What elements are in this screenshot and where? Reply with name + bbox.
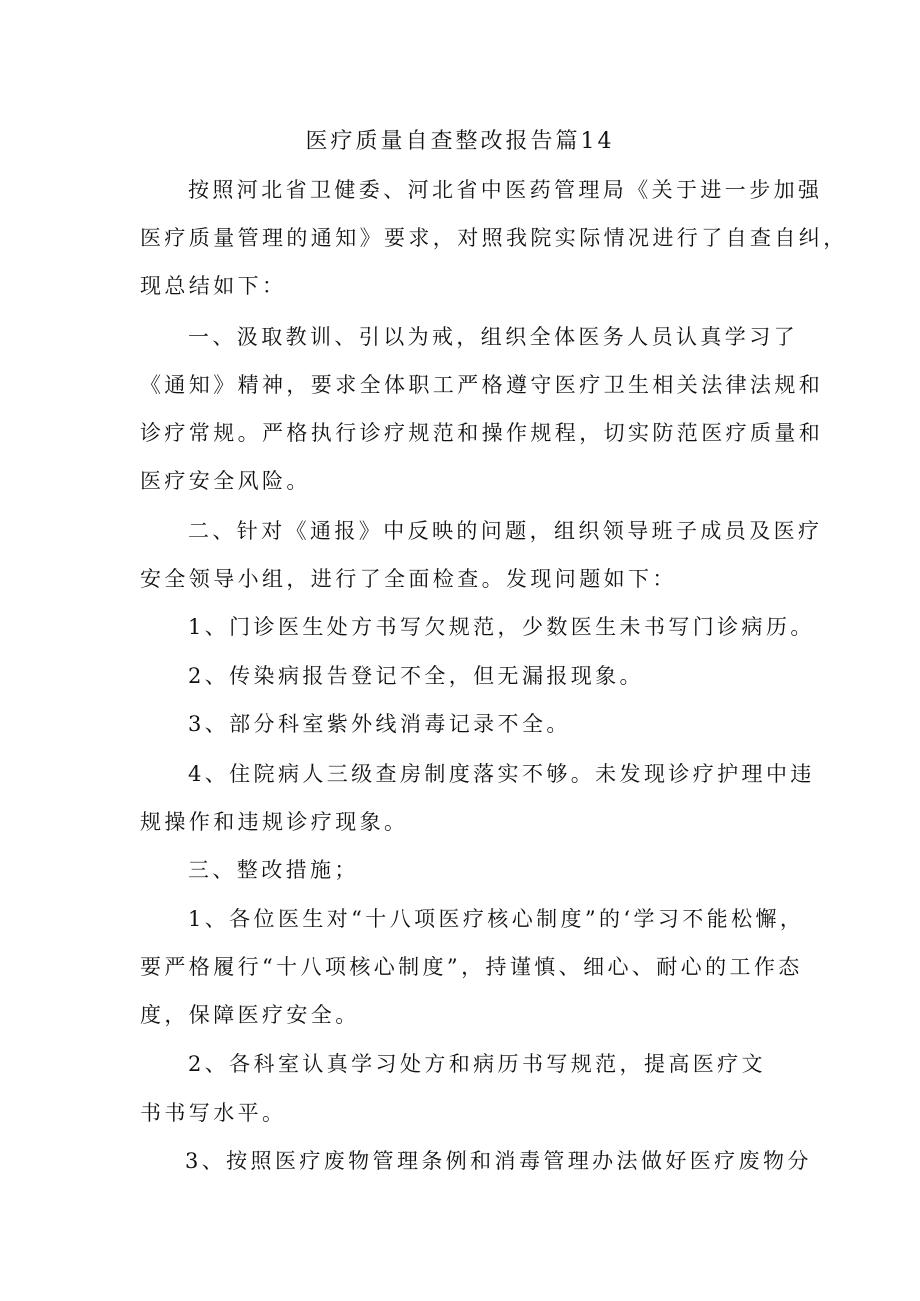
paragraph-line: 书书写水平。 [140,1101,287,1125]
paragraph-line: 二、针对《通报》中反映的问题，组织领导班子成员及医疗 [188,519,823,543]
list-item: 2、传染病报告登记不全，但无漏报现象。 [188,664,644,688]
list-item: 3、按照医疗废物管理条例和消毒管理办法做好医疗废物分 [185,1149,812,1173]
page-title: 医疗质量自查整改报告篇14 [305,129,615,154]
paragraph-line: 安全领导小组，进行了全面检查。发现问题如下： [140,567,677,591]
paragraph-line: 一、汲取教训、引以为戒，组织全体医务人员认真学习了 [188,325,798,349]
list-item: 1、各位医生对“十八项医疗核心制度”的‘学习不能松懈， [188,907,805,931]
paragraph-line: 度，保障医疗安全。 [140,1003,360,1027]
paragraph-line: 要严格履行“十八项核心制度”，持谨慎、细心、耐心的工作态 [140,955,803,979]
list-item: 4、住院病人三级查房制度落实不够。未发现诊疗护理中违 [188,762,815,786]
paragraph-line: 按照河北省卫健委、河北省中医药管理局《关于进一步加强 [188,178,823,202]
list-item: 2、各科室认真学习处方和病历书写规范，提高医疗文 [188,1052,766,1076]
paragraph-line: 规操作和违规诊疗现象。 [140,810,409,834]
paragraph-line: 医疗质量管理的通知》要求，对照我院实际情况进行了自查自纠， [140,226,848,250]
list-item: 3、部分科室紫外线消毒记录不全。 [188,712,571,736]
list-item: 1、门诊医生处方书写欠规范，少数医生未书写门诊病历。 [188,615,815,639]
paragraph-line: 《通知》精神，要求全体职工严格遵守医疗卫生相关法律法规和 [140,373,824,397]
section-heading: 三、整改措施； [188,858,359,882]
paragraph-line: 现总结如下： [140,274,287,298]
paragraph-line: 诊疗常规。严格执行诊疗规范和操作规程，切实防范医疗质量和 [140,421,824,445]
paragraph-line: 医疗安全风险。 [140,469,311,493]
